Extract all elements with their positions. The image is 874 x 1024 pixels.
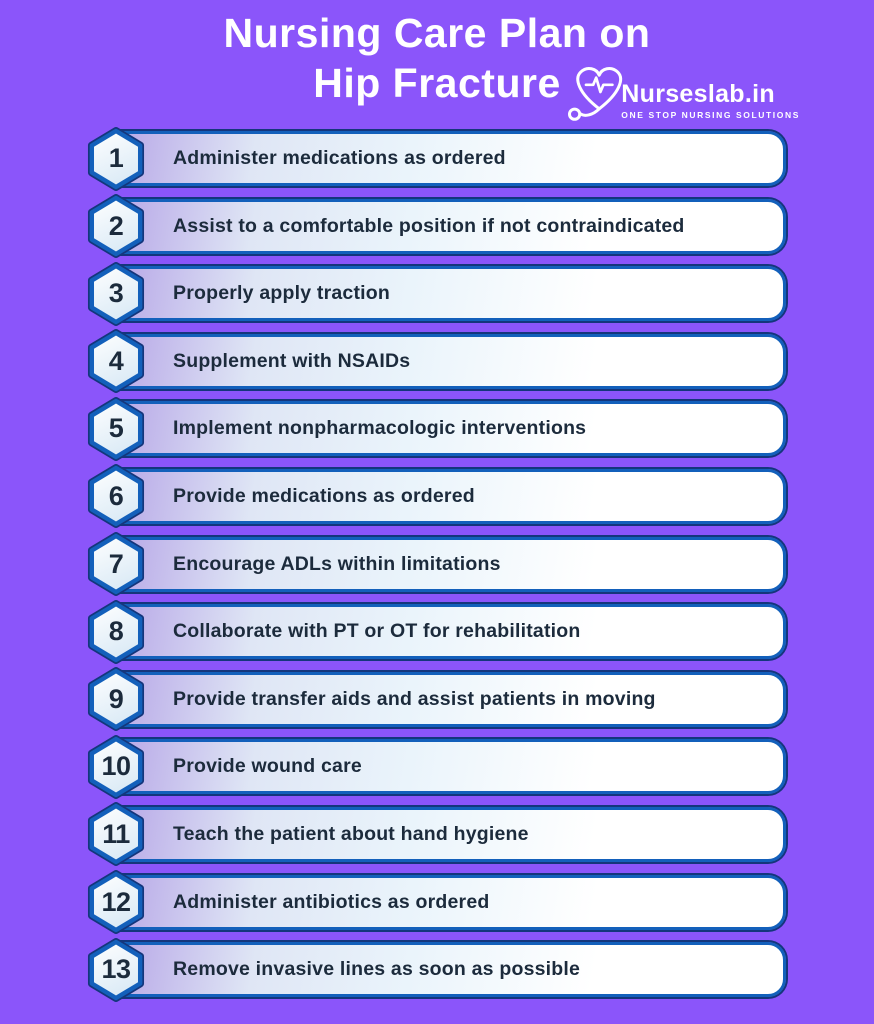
item-number-badge <box>87 194 145 258</box>
item-text: Teach the patient about hand hygiene <box>173 822 529 845</box>
item-number: 12 <box>101 886 131 917</box>
item-number-badge <box>87 127 145 191</box>
item-text: Administer antibiotics as ordered <box>173 890 490 913</box>
item-text: Collaborate with PT or OT for rehabilitation <box>173 620 581 643</box>
item-number: 11 <box>102 818 130 849</box>
item-number-badge <box>87 532 145 596</box>
item-number: 9 <box>108 683 124 714</box>
care-plan-item <box>103 401 786 456</box>
care-plan-item <box>103 739 786 794</box>
item-text: Encourage ADLs within limitations <box>173 552 501 575</box>
item-bar <box>103 672 786 727</box>
item-number: 10 <box>101 751 131 782</box>
item-number-badge <box>87 735 145 799</box>
item-number-badge <box>87 600 145 664</box>
item-number: 1 <box>108 143 124 173</box>
item-bar <box>103 131 786 186</box>
care-plan-item <box>103 604 786 659</box>
item-number: 13 <box>101 954 131 985</box>
item-number: 5 <box>108 413 124 444</box>
item-number-badge <box>87 870 145 934</box>
item-number: 4 <box>108 345 124 376</box>
item-bar <box>103 942 786 997</box>
item-text: Properly apply traction <box>173 282 390 305</box>
item-bar <box>103 739 786 794</box>
item-bar <box>103 469 786 524</box>
item-bar <box>103 807 786 862</box>
item-text: Administer medications as ordered <box>173 147 506 169</box>
item-number: 7 <box>108 548 124 579</box>
item-number-badge <box>87 938 145 1002</box>
item-bar <box>103 604 786 659</box>
item-bar <box>103 537 786 592</box>
care-plan-item <box>103 942 786 997</box>
item-text: Provide medications as ordered <box>173 484 475 507</box>
item-number-badge <box>87 802 145 866</box>
item-bar <box>103 266 786 321</box>
item-bar <box>103 199 786 254</box>
logo-text <box>621 81 800 120</box>
header <box>0 0 874 131</box>
item-text: Assist to a comfortable position if not contraindicated <box>173 214 685 237</box>
item-text: Remove invasive lines as soon as possible <box>173 958 581 981</box>
care-plan-item <box>103 672 786 727</box>
item-text: Provide wound care <box>173 755 362 778</box>
item-number: 6 <box>108 480 124 511</box>
care-plan-item <box>103 875 786 930</box>
item-number-badge <box>87 329 145 393</box>
item-number-badge <box>87 464 145 528</box>
care-plan-item <box>103 266 786 321</box>
page-title-line2: Hip Fracture <box>313 60 561 106</box>
care-plan-item <box>103 199 786 254</box>
item-bar <box>103 401 786 456</box>
care-plan-item <box>103 131 786 186</box>
item-number-badge <box>87 262 145 326</box>
care-plan-item <box>103 537 786 592</box>
item-bar <box>103 875 786 930</box>
item-number-badge <box>87 667 145 731</box>
item-number-badge <box>87 397 145 461</box>
item-number: 3 <box>108 278 124 309</box>
item-number: 8 <box>108 616 124 647</box>
page-title-line1: Nursing Care Plan on <box>223 10 651 56</box>
care-plan-item <box>103 469 786 524</box>
item-number: 2 <box>108 210 124 241</box>
item-text: Implement nonpharmacologic interventions <box>173 417 587 440</box>
logo-tagline: ONE STOP NURSING SOLUTIONS <box>621 110 800 120</box>
nurseslab-logo <box>561 56 800 122</box>
care-plan-item <box>103 334 786 389</box>
care-plan-list <box>103 131 786 1010</box>
item-text: Provide transfer aids and assist patients in moving <box>173 687 656 710</box>
care-plan-item <box>103 807 786 862</box>
logo-name: Nurseslab.in <box>621 80 775 108</box>
item-bar <box>103 334 786 389</box>
item-text: Supplement with NSAIDs <box>173 349 411 372</box>
